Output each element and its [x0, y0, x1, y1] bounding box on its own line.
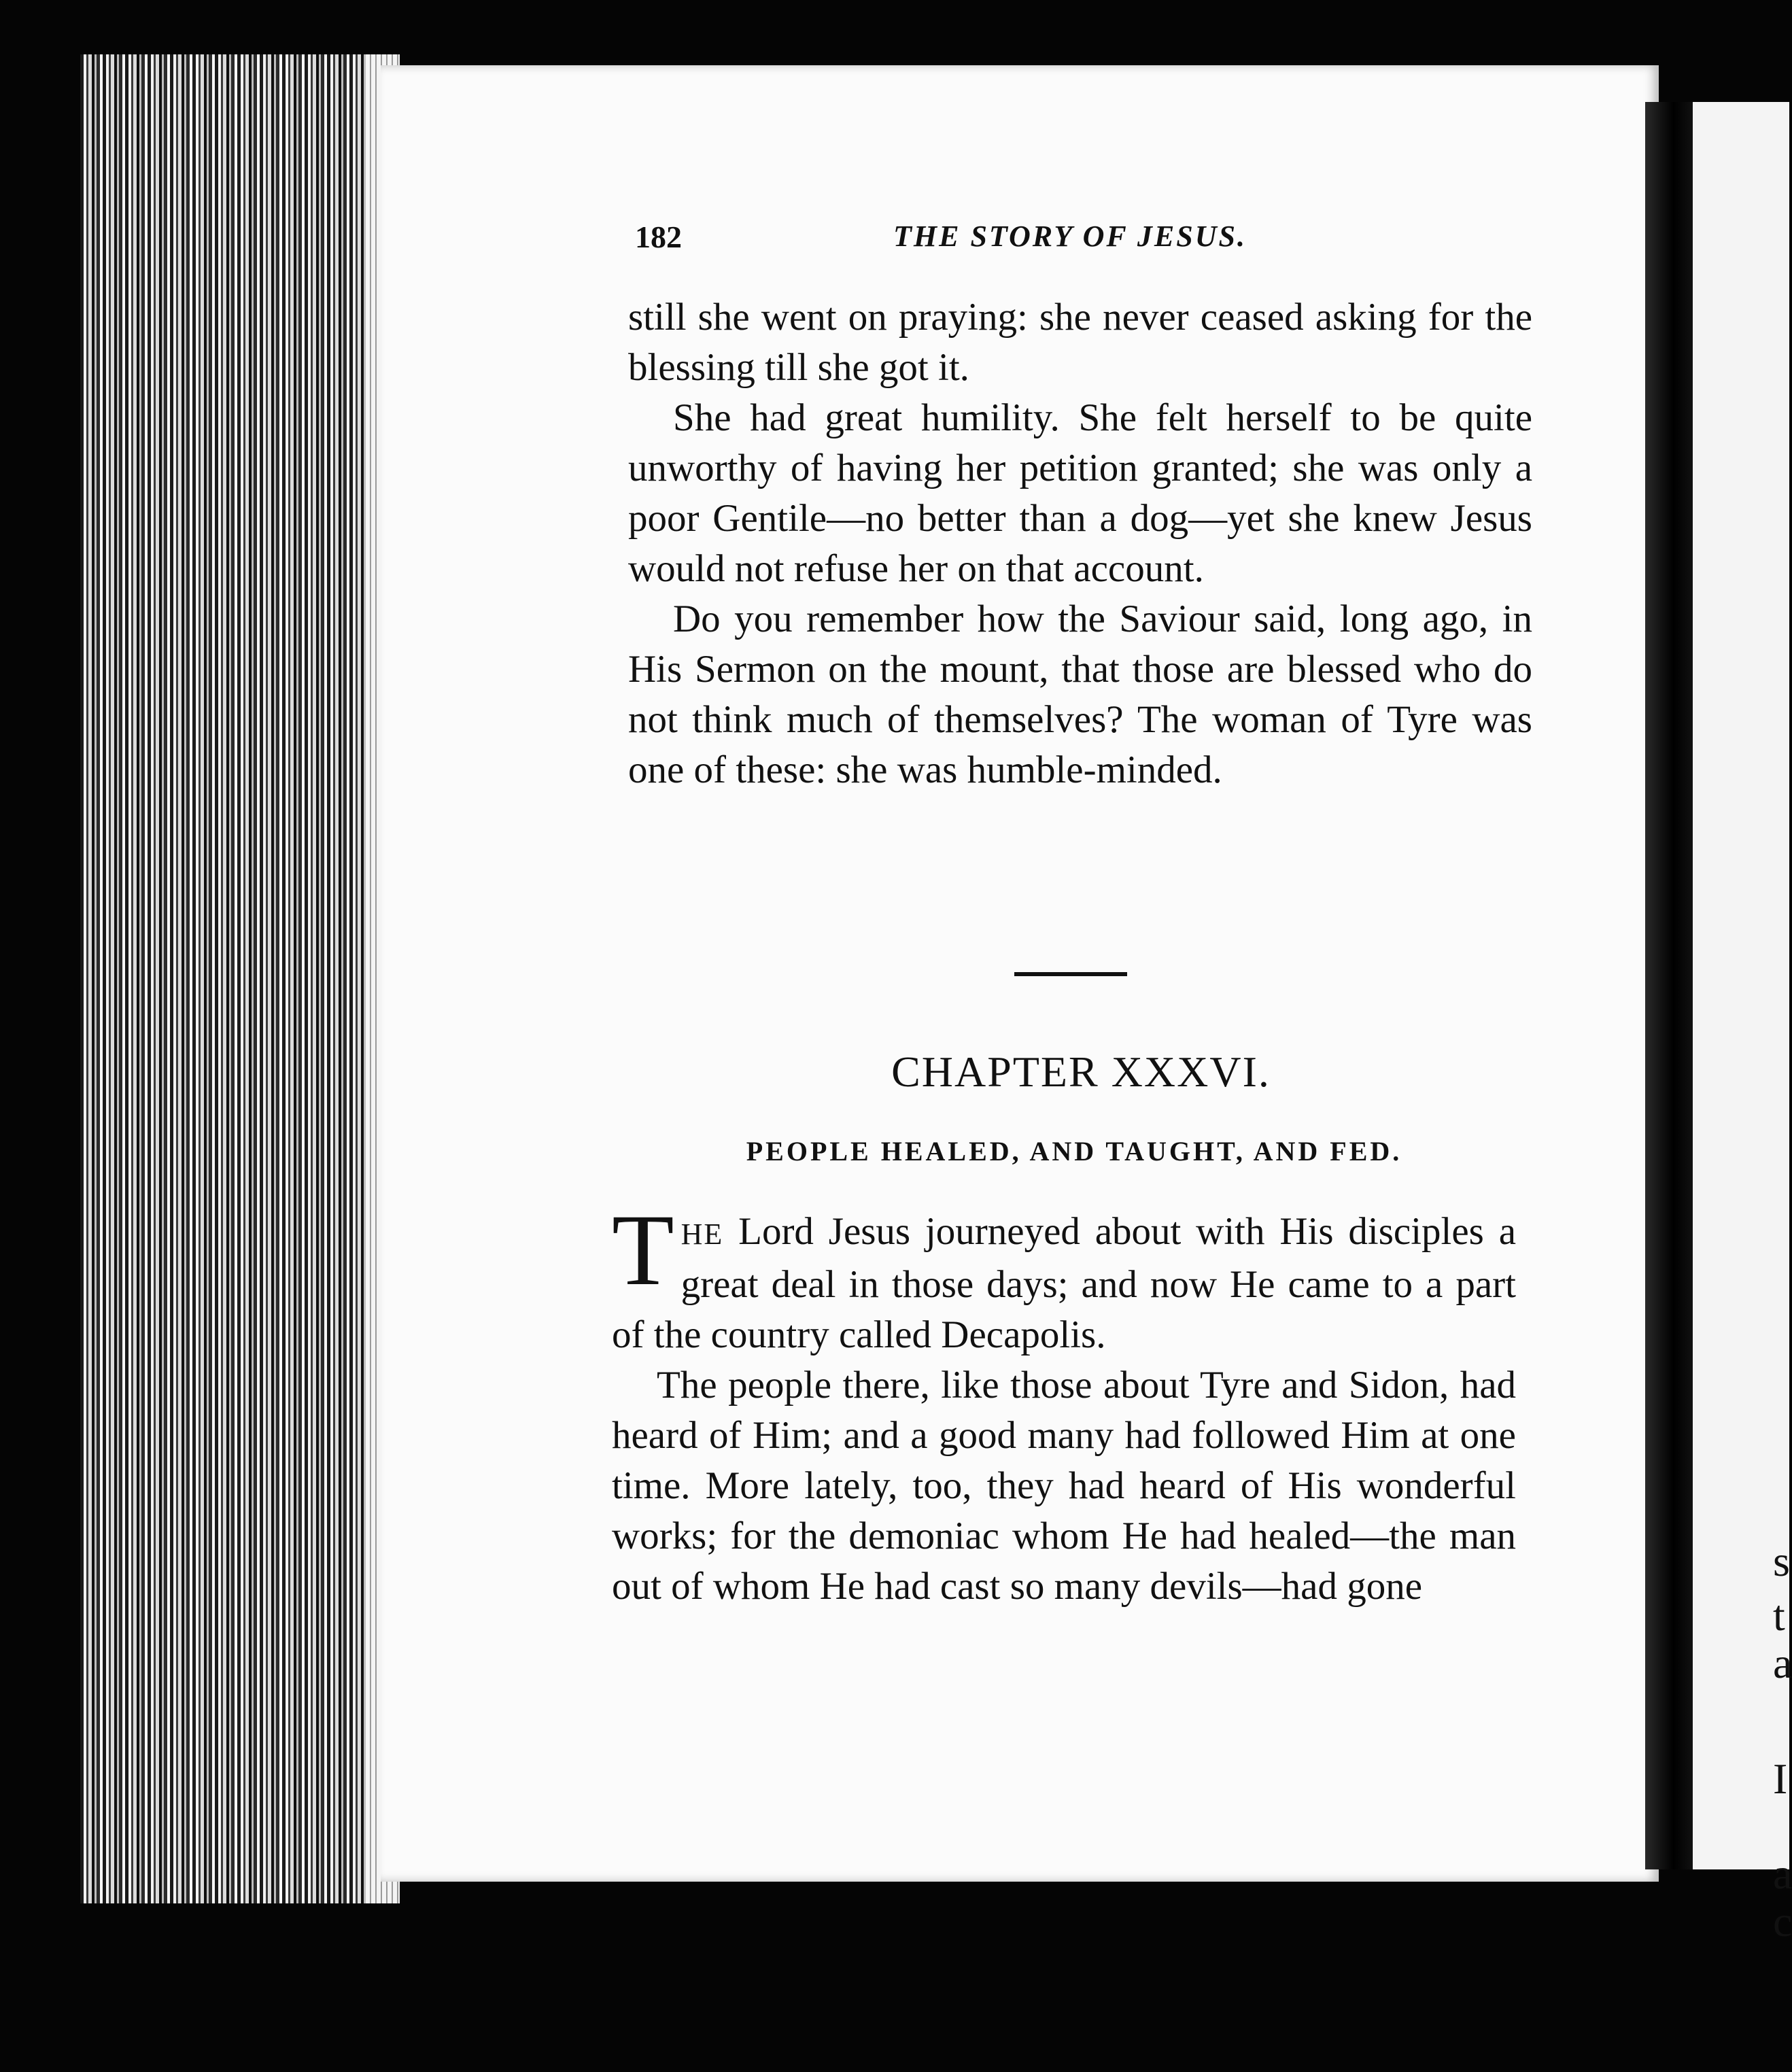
opening-paragraph-text: Lord Jesus journeyed about with His disciples a great deal in those days; and now He came to a part of the country called Decapolis. [612, 1210, 1516, 1356]
chapter-opening-paragraph [612, 1194, 1516, 1360]
next-page-edge [1693, 102, 1792, 1946]
section-continued-text [628, 292, 1532, 795]
running-head [635, 219, 1288, 260]
next-page-fragment: c [1773, 1897, 1792, 1946]
paragraph: She had great humility. She felt herself to be quite unworthy of having her petition granted; she was only a poor Gentile—no better than a dog—yet she knew Jesus would not refuse her on that account. [628, 396, 1532, 590]
next-page-fragment: a [1773, 1850, 1792, 1898]
chapter-body-text [612, 1194, 1516, 1612]
page-number: 182 [635, 220, 682, 254]
drop-cap: T [612, 1194, 674, 1307]
next-page-fragment: a [1773, 1639, 1792, 1687]
paragraph: Do you remember how the Saviour said, long ago, in His Sermon on the mount, that those are blessed who do not think much of themselves? The woman of Tyre was one of these: she was humble-minded. [628, 598, 1532, 791]
next-page-fragment: I [1773, 1755, 1788, 1803]
next-page-fragment: s [1773, 1537, 1790, 1585]
chapter-subtitle: PEOPLE HEALED, AND TAUGHT, AND FED. [746, 1136, 1402, 1167]
chapter-title: CHAPTER XXXVI. [891, 1048, 1271, 1096]
paragraph: The people there, like those about Tyre and Sidon, had heard of Him; and a good many had followed Him at one time. More lately, too, they had heard of His wonderful works; for the demoniac whom He had healed—the man out of whom He had cast so many devils—had gone [612, 1364, 1516, 1608]
book-gutter [1645, 102, 1693, 1869]
paragraph: still she went on praying: she never ceased asking for the blessing till she got it. [628, 296, 1532, 389]
opening-small-caps: HE [680, 1218, 724, 1251]
running-title: THE STORY OF JESUS. [893, 220, 1247, 253]
book-page-edges [80, 54, 400, 1903]
next-page-fragment: t [1773, 1591, 1785, 1640]
section-divider-rule [1014, 972, 1127, 976]
